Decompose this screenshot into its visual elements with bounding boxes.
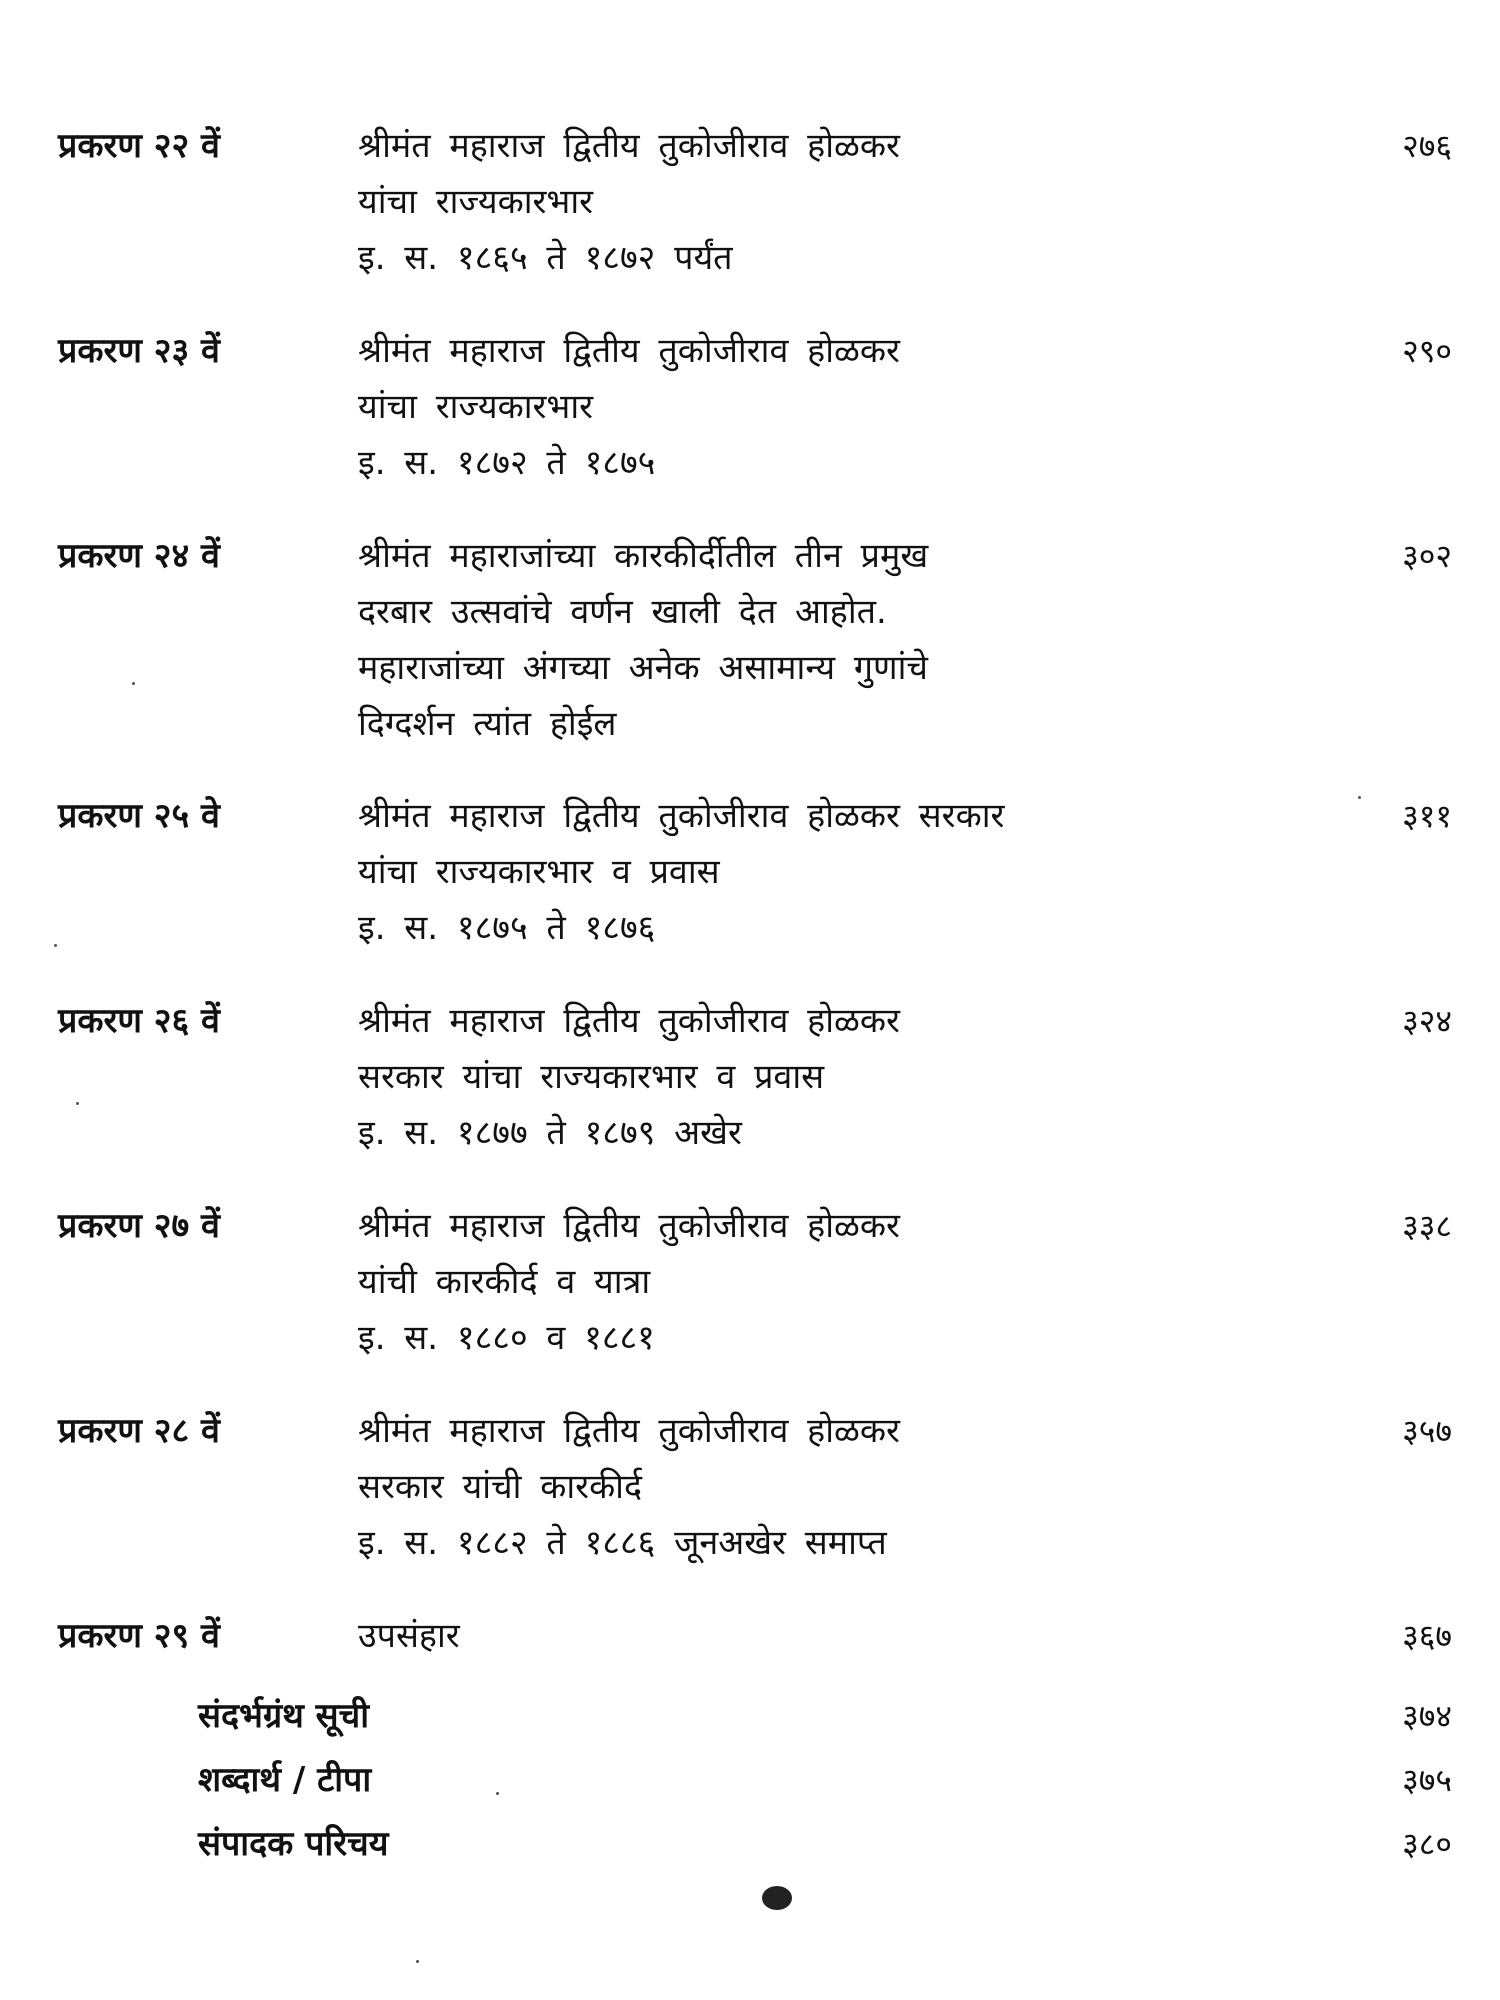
- page-number: ३७४: [1402, 1697, 1452, 1735]
- scan-speck: [496, 1792, 499, 1795]
- chapter-label: प्रकरण २५ वे: [58, 796, 220, 836]
- page-number: ३६७: [1402, 1617, 1452, 1655]
- chapter-line: यांचा राज्यकारभार व प्रवास: [358, 852, 720, 892]
- chapter-line: यांचा राज्यकारभार: [358, 182, 594, 222]
- chapter-line: श्रीमंत महाराज द्वितीय तुकोजीराव होळकर: [358, 1411, 900, 1451]
- chapter-line: इ. स. १८७७ ते १८७९ अखेर: [358, 1113, 742, 1153]
- chapter-line: श्रीमंत महाराज द्वितीय तुकोजीराव होळकर: [358, 331, 900, 371]
- chapter-line: श्रीमंत महाराज द्वितीय तुकोजीराव होळकर: [358, 126, 900, 166]
- chapter-description: [358, 528, 1318, 752]
- chapter-description: [358, 993, 1318, 1161]
- page-number: ३०२: [1402, 537, 1452, 575]
- chapter-description: [358, 118, 1318, 286]
- page-number: ३३८: [1402, 1207, 1452, 1245]
- chapter-line: उपसंहार: [358, 1616, 460, 1656]
- chapter-line: इ. स. १८७५ ते १८७६: [358, 908, 656, 948]
- scan-speck: [54, 944, 57, 947]
- chapter-label: प्रकरण २८ वें: [58, 1411, 220, 1451]
- chapter-line: यांची कारकीर्द व यात्रा: [358, 1262, 651, 1302]
- chapter-line: इ. स. १८८२ ते १८८६ जूनअखेर समाप्त: [358, 1523, 887, 1563]
- chapter-line: दिग्दर्शन त्यांत होईल: [358, 704, 617, 744]
- page-number: ३७५: [1402, 1761, 1452, 1799]
- chapter-line: यांचा राज्यकारभार: [358, 387, 594, 427]
- chapter-line: महाराजांच्या अंगच्या अनेक असामान्य गुणांचे: [358, 648, 928, 688]
- scan-speck: [1358, 796, 1361, 799]
- scan-speck: [416, 1960, 419, 1963]
- chapter-label: प्रकरण २९ वें: [58, 1616, 220, 1656]
- chapter-line: सरकार यांची कारकीर्द: [358, 1467, 643, 1507]
- chapter-line: श्रीमंत महाराज द्वितीय तुकोजीराव होळकर सरकार: [358, 796, 1005, 836]
- chapter-line: इ. स. १८८० व १८८१: [358, 1318, 655, 1358]
- chapter-label: प्रकरण २३ वें: [58, 331, 220, 371]
- appendix-title: संपादक परिचय: [198, 1824, 389, 1864]
- chapter-description: [358, 1198, 1318, 1366]
- chapter-label: प्रकरण २६ वें: [58, 1001, 220, 1041]
- chapter-line: श्रीमंत महाराजांच्या कारकीर्दीतील तीन प्रमुख: [358, 536, 929, 576]
- chapter-line: श्रीमंत महाराज द्वितीय तुकोजीराव होळकर: [358, 1001, 900, 1041]
- page-number: ३८०: [1402, 1825, 1452, 1863]
- chapter-description: [358, 1608, 1318, 1664]
- appendix-title: शब्दार्थ / टीपा: [198, 1760, 372, 1800]
- chapter-description: [358, 323, 1318, 491]
- chapter-description: [358, 1403, 1318, 1571]
- page-number: ३११: [1402, 797, 1452, 835]
- appendix-title: संदर्भग्रंथ सूची: [198, 1696, 370, 1736]
- scan-speck: [132, 682, 135, 685]
- chapter-label: प्रकरण २७ वें: [58, 1206, 220, 1246]
- page-number: २७६: [1402, 127, 1452, 165]
- chapter-line: सरकार यांचा राज्यकारभार व प्रवास: [358, 1057, 825, 1097]
- chapter-line: दरबार उत्सवांचे वर्णन खाली देत आहोत.: [358, 592, 887, 632]
- chapter-label: प्रकरण २४ वें: [58, 536, 220, 576]
- chapter-label: प्रकरण २२ वें: [58, 126, 220, 166]
- page-number: २९०: [1402, 332, 1452, 370]
- page-number: ३५७: [1402, 1412, 1452, 1450]
- chapter-line: इ. स. १८७२ ते १८७५: [358, 443, 656, 483]
- chapter-line: इ. स. १८६५ ते १८७२ पर्यंत: [358, 238, 733, 278]
- chapter-description: [358, 788, 1318, 956]
- page-number: ३२४: [1402, 1002, 1452, 1040]
- ornament-dot-icon: [762, 1886, 792, 1910]
- chapter-line: श्रीमंत महाराज द्वितीय तुकोजीराव होळकर: [358, 1206, 900, 1246]
- scan-speck: [76, 1102, 79, 1105]
